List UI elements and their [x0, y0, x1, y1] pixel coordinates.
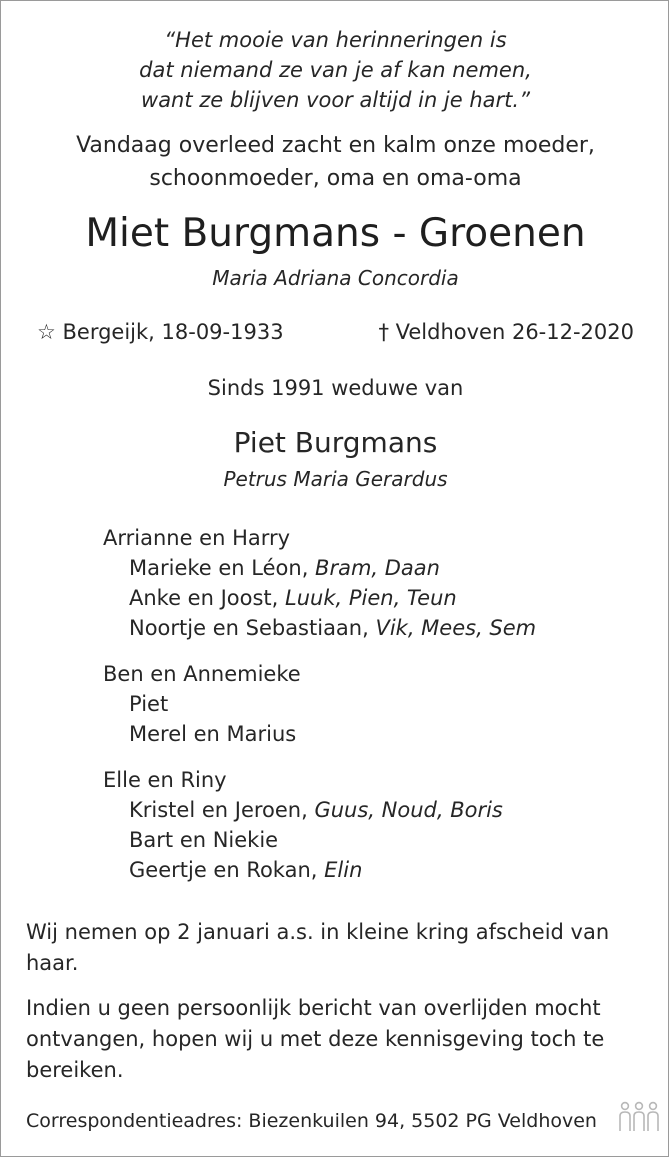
- family-child: [103, 613, 536, 643]
- family-child: [103, 689, 536, 719]
- child-name: Anke en Joost,: [129, 586, 286, 610]
- child-name: Geertje en Rokan,: [129, 858, 325, 882]
- child-name: Bart en Niekie: [129, 828, 279, 852]
- announcement-intro: [1, 129, 669, 195]
- widow-line: Sinds 1991 weduwe van: [207, 376, 464, 400]
- deceased-name: Miet Burgmans - Groenen: [85, 211, 586, 256]
- notice-paragraph: Indien u geen persoonlijk bericht van overlijden mocht ontvangen, hopen wij u met deze kennisgeving toch te bereiken.: [26, 996, 605, 1082]
- spouse-given-names: Petrus Maria Gerardus: [223, 467, 448, 491]
- spouse-name: Piet Burgmans: [233, 426, 438, 459]
- family-child: [103, 825, 536, 855]
- family-child: [103, 583, 536, 613]
- intro-line: Vandaag overleed zacht en kalm onze moeder,: [76, 133, 595, 158]
- grandchildren: Luuk, Pien, Teun: [285, 586, 457, 610]
- quote-line: want ze blijven voor altijd in je hart.”: [141, 88, 530, 112]
- birth-info: ☆ Bergeijk, 18-09-1933: [37, 320, 284, 344]
- opening-quote: [1, 25, 669, 115]
- correspondence-address: Correspondentieadres: Biezenkuilen 94, 5502 PG Veldhoven: [26, 1110, 597, 1132]
- deceased-given-names: Maria Adriana Concordia: [212, 266, 459, 290]
- child-name: Noortje en Sebastiaan,: [129, 616, 376, 640]
- death-info: † Veldhoven 26-12-2020: [378, 320, 634, 344]
- family-figures-icon: [617, 1100, 661, 1134]
- grandchildren: Vik, Mees, Sem: [375, 616, 537, 640]
- family-parents: Elle en Riny: [103, 768, 227, 792]
- family-child: [103, 553, 536, 583]
- family-group: [103, 765, 536, 885]
- grandchildren: Guus, Noud, Boris: [314, 798, 503, 822]
- family-group: [103, 659, 536, 749]
- family-group: [103, 523, 536, 643]
- family-child: [103, 855, 536, 885]
- farewell-paragraph: Wij nemen op 2 januari a.s. in kleine kring afscheid van haar.: [26, 920, 610, 975]
- child-name: Piet: [129, 692, 169, 716]
- child-name: Merel en Marius: [129, 722, 297, 746]
- family-child: [103, 795, 536, 825]
- child-name: Marieke en Léon,: [129, 556, 316, 580]
- family-parents: Arrianne en Harry: [103, 526, 291, 550]
- intro-line: schoonmoeder, oma en oma-oma: [149, 166, 522, 191]
- grandchildren: Elin: [324, 858, 363, 882]
- family-parents: Ben en Annemieke: [103, 662, 301, 686]
- family-child: [103, 719, 536, 749]
- grandchildren: Bram, Daan: [315, 556, 440, 580]
- quote-line: dat niemand ze van je af kan nemen,: [139, 58, 532, 82]
- family-list: [103, 523, 536, 901]
- child-name: Kristel en Jeroen,: [129, 798, 315, 822]
- quote-line: “Het mooie van herinneringen is: [164, 28, 507, 52]
